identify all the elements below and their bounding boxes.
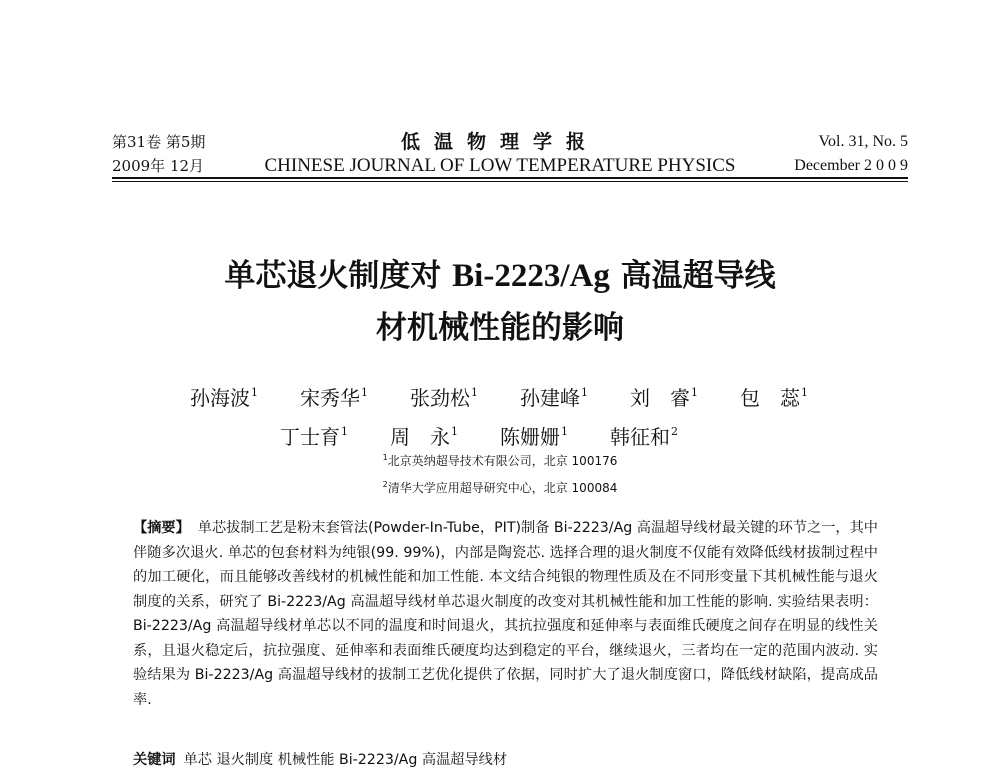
author: 陈姗姗$^1$ xyxy=(500,425,568,449)
author: 宋秀华$^1$ xyxy=(300,386,368,410)
title-line-1: 单芯退火制度对 Bi-2223/Ag 高温超导线 xyxy=(224,258,776,294)
volume-issue: 第31卷 第5期 xyxy=(112,133,206,151)
author-row-1 xyxy=(100,376,900,415)
author: 周 永$^1$ xyxy=(390,425,458,449)
header-rule-thin xyxy=(112,181,908,182)
affiliation-2: $^2$清华大学应用超导研究中心，北京 100084 xyxy=(382,480,618,495)
volume-issue-en: Vol. 31, No. 5 xyxy=(818,133,908,150)
abstract-text: 单芯拔制工艺是粉末套管法(Powder-In-Tube，PIT)制备 Bi-2223/Ag 高温超导线材最关键的环节之一，其中伴随多次退火. 单芯的包套材料为纯银(99. 99%)，内部是陶瓷芯. 选择合理的退火制度不仅能有效降低线材拔制过程中的加工硬化，而且能够改善线材的机械性能和加工性能. 本文结合纯银的物理性质及在不同形变量下其机械性能与退火制度的关系，研究了 Bi-2223/Ag 高温超导线材单芯退火制度的改变对其机械性能和加工性能的影响. 实验结果表明：Bi-2223/Ag 高温超导线材单芯以不同的温度和时间退火，其抗拉强度和延伸率与表面维氏硬度之间存在明显的线性关系，且退火稳定后，抗拉强度、延伸率和表面维氏硬度均达到稳定的平台，继续退火，三者均在一定的范围内波动. 实验结果为 Bi-2223/Ag 高温超导线材的拔制工艺优化提供了依据，同时扩大了退火制度窗口，降低线材缺陷，提高成品率. xyxy=(133,520,878,708)
author: 丁士育$^1$ xyxy=(280,425,348,449)
author-list xyxy=(100,376,900,454)
keywords-text: 单芯 退火制度 机械性能 Bi-2223/Ag 高温超导线材 xyxy=(183,752,508,768)
author: 韩征和$^2$ xyxy=(610,425,678,449)
paper-title xyxy=(100,250,900,354)
issue-info xyxy=(112,130,205,178)
keywords-label: 关键词 xyxy=(133,752,176,768)
issue-date-en: December 2 0 0 9 xyxy=(794,157,908,174)
affiliation-list xyxy=(100,446,900,500)
title-line-2: 材机械性能的影响 xyxy=(376,310,624,346)
keywords xyxy=(133,750,878,770)
abstract-label: 【摘要】 xyxy=(133,520,190,536)
journal-name-en: CHINESE JOURNAL OF LOW TEMPERATURE PHYSICS xyxy=(264,155,736,176)
author: 孙海波$^1$ xyxy=(190,386,258,410)
journal-name xyxy=(250,130,750,178)
issue-info-en xyxy=(794,130,908,178)
affiliation-1: $^1$北京英纳超导技术有限公司，北京 100176 xyxy=(382,453,618,468)
author: 孙建峰$^1$ xyxy=(520,386,588,410)
author: 包 蕊$^1$ xyxy=(740,386,808,410)
header-rule-thick xyxy=(112,177,908,179)
issue-date: 2009年 12月 xyxy=(112,157,205,175)
journal-name-cn: 低温物理学报 xyxy=(400,131,599,153)
author: 张劲松$^1$ xyxy=(410,386,478,410)
author: 刘 睿$^1$ xyxy=(630,386,698,410)
abstract xyxy=(133,516,878,712)
